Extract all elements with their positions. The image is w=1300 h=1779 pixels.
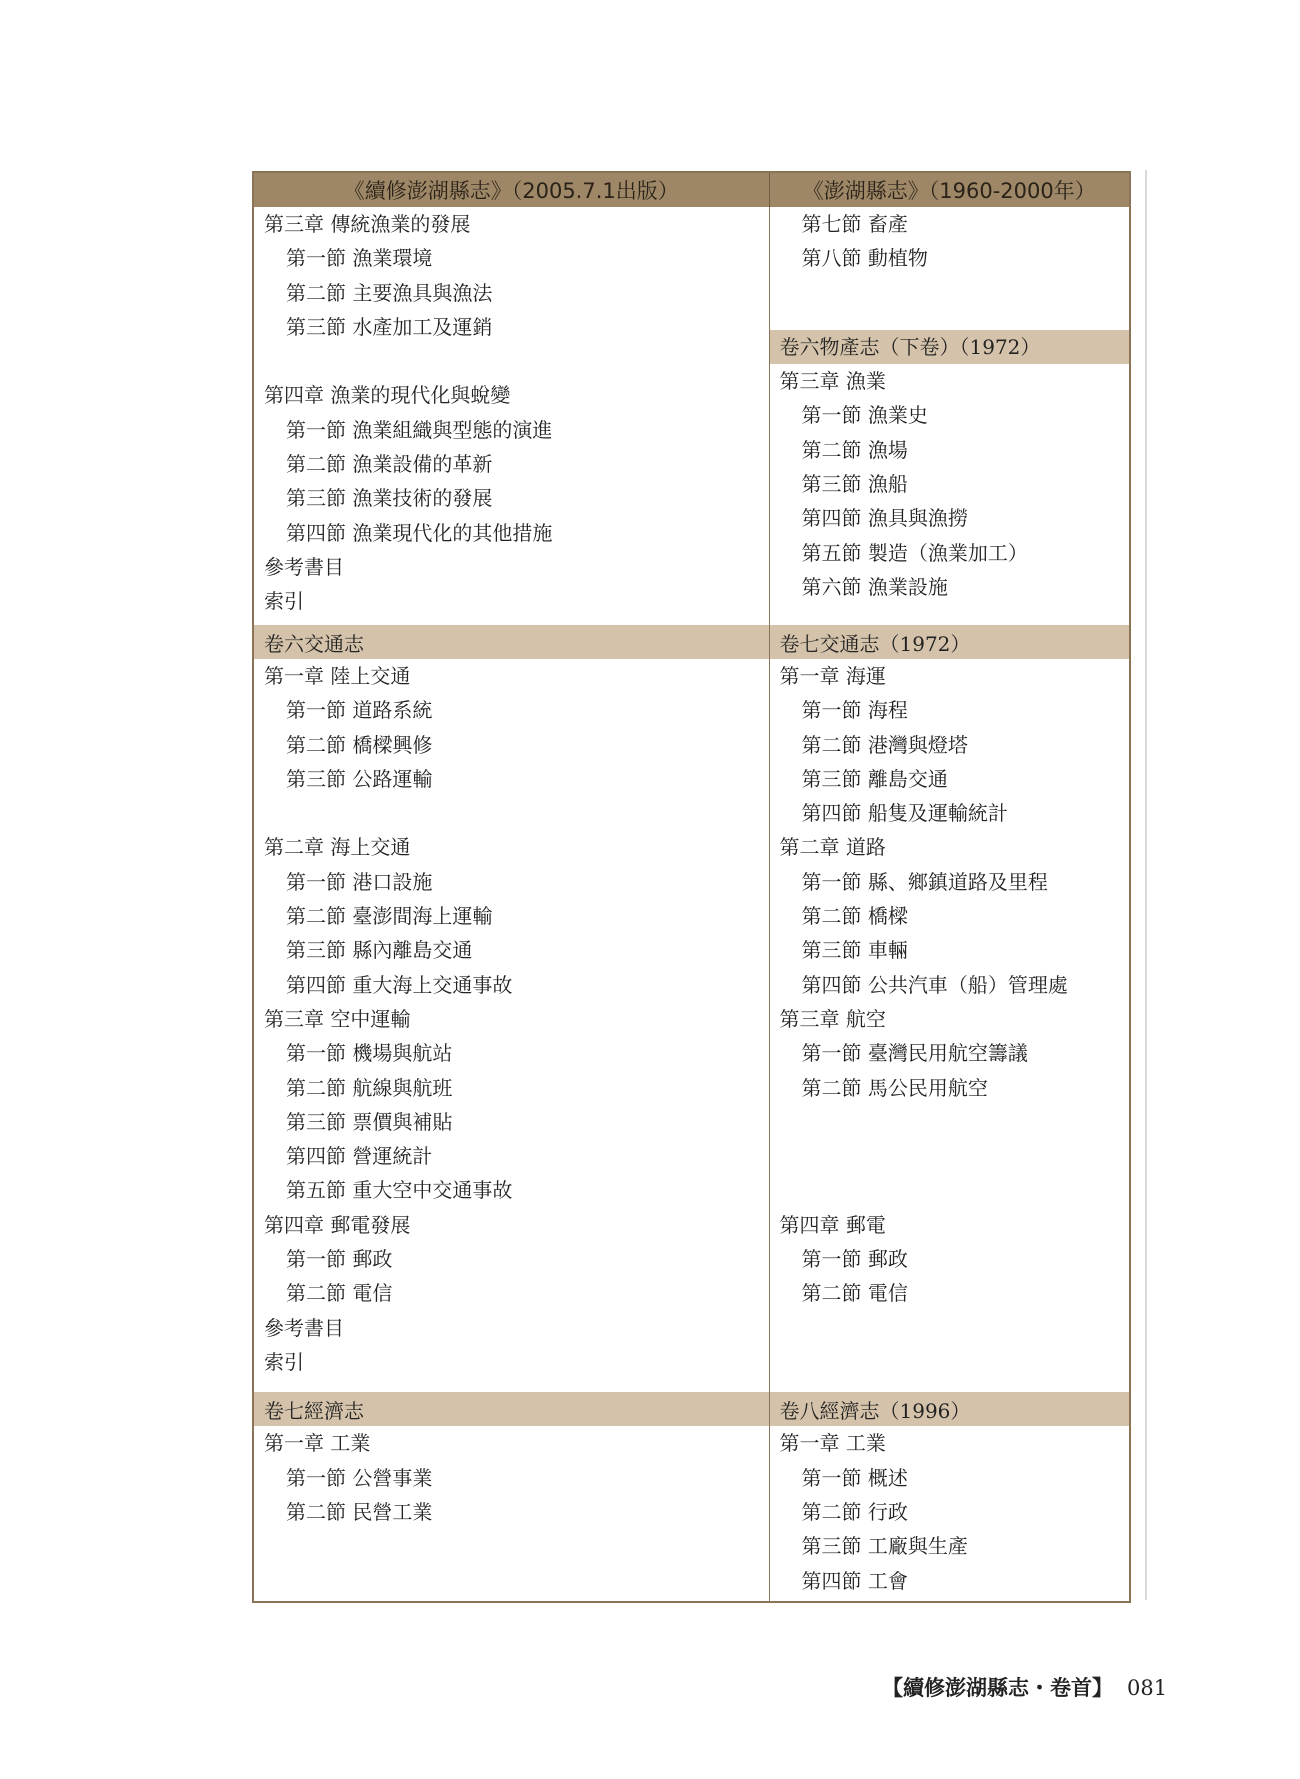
section-entry: 第二節 臺澎間海上運輸 xyxy=(286,904,493,929)
chapter-entry: 索引 xyxy=(264,1349,304,1374)
section-entry: 第一節 漁業史 xyxy=(801,403,928,428)
spacer xyxy=(254,796,769,830)
section-entry: 第一節 縣、鄉鎮道路及里程 xyxy=(801,869,1048,894)
section-entry: 第二節 漁業設備的革新 xyxy=(286,452,493,477)
section-entry: 第二節 民營工業 xyxy=(286,1499,433,1524)
section-entry: 第一節 漁業環境 xyxy=(286,246,433,271)
block3-left-cell xyxy=(253,1426,769,1602)
section-entry: 第五節 製造（漁業加工） xyxy=(801,540,1028,565)
section-entry: 第二節 電信 xyxy=(286,1281,393,1306)
block1-left-list xyxy=(254,207,769,619)
chapter-entry: 參考書目 xyxy=(264,1315,344,1340)
chapter-entry: 第三章 航空 xyxy=(779,1006,886,1031)
section-entry: 第四節 營運統計 xyxy=(286,1144,433,1169)
chapter-entry: 第三章 空中運輸 xyxy=(264,1006,411,1031)
chapter-entry: 第二章 海上交通 xyxy=(264,835,411,860)
section-entry: 第八節 動植物 xyxy=(801,246,928,271)
block1-row xyxy=(253,207,1130,625)
chapter-entry: 第一章 工業 xyxy=(264,1431,371,1456)
block2-left-cell xyxy=(253,659,769,1392)
section-entry: 第一節 臺灣民用航空籌議 xyxy=(801,1041,1028,1066)
section-entry: 第一節 公營事業 xyxy=(286,1465,433,1490)
block2-left-list xyxy=(254,659,769,1379)
spacer xyxy=(770,1173,1130,1207)
chapter-entry: 第四章 郵電 xyxy=(779,1212,886,1237)
chapter-entry: 第一章 陸上交通 xyxy=(264,664,411,688)
block2-right-header: 卷七交通志（1972） xyxy=(769,625,1130,659)
page-number: 081 xyxy=(1127,1676,1168,1700)
section-entry: 第一節 海程 xyxy=(801,698,908,723)
chapter-entry: 第二章 道路 xyxy=(779,835,886,860)
block2-row xyxy=(253,659,1130,1392)
section-entry: 第四節 漁具與漁撈 xyxy=(801,506,968,531)
chapter-entry: 第三章 傳統漁業的發展 xyxy=(264,212,471,236)
section-entry: 第二節 電信 xyxy=(801,1281,908,1306)
spacer xyxy=(254,344,769,378)
block2-left-header: 卷六交通志 xyxy=(253,625,769,659)
section-entry: 第四節 船隻及運輸統計 xyxy=(801,801,1008,826)
chapter-entry: 參考書目 xyxy=(264,554,344,579)
block3-right-list xyxy=(770,1426,1130,1597)
section-entry: 第三節 票價與補貼 xyxy=(286,1109,453,1134)
spacer xyxy=(770,1139,1130,1173)
block1-right-subheader: 卷六物產志（下卷）（1972） xyxy=(770,330,1130,364)
section-entry: 第三節 漁業技術的發展 xyxy=(286,486,493,511)
section-entry: 第三節 公路運輸 xyxy=(286,766,433,791)
chapter-entry: 索引 xyxy=(264,589,304,614)
header-left: 《續修澎湖縣志》（2005.7.1出版） xyxy=(253,172,769,207)
spacer xyxy=(770,1105,1130,1139)
section-entry: 第三節 漁船 xyxy=(801,472,908,497)
section-entry: 第一節 郵政 xyxy=(801,1247,908,1272)
section-entry: 第二節 橋樑 xyxy=(801,904,908,929)
section-entry: 第一節 漁業組織與型態的演進 xyxy=(286,417,553,442)
section-entry: 第四節 公共汽車（船）管理處 xyxy=(801,972,1068,997)
section-entry: 第一節 道路系統 xyxy=(286,698,433,723)
section-entry: 第四節 工會 xyxy=(801,1568,908,1593)
toc-comparison-table xyxy=(252,171,1131,1603)
block3-row xyxy=(253,1426,1130,1602)
section-entry: 第二節 港灣與燈塔 xyxy=(801,732,968,757)
block3-right-header: 卷八經濟志（1996） xyxy=(769,1392,1130,1426)
block2-right-list xyxy=(770,659,1130,1311)
block3-left-list xyxy=(254,1426,769,1529)
chapter-entry: 第四章 郵電發展 xyxy=(264,1212,411,1237)
footer-title: 【續修澎湖縣志・卷首】 xyxy=(882,1675,1113,1700)
chapter-entry: 第三章 漁業 xyxy=(779,369,886,394)
section-entry: 第二節 航線與航班 xyxy=(286,1075,453,1100)
section-entry: 第七節 畜產 xyxy=(801,212,908,236)
section-entry: 第二節 馬公民用航空 xyxy=(801,1075,988,1100)
block3-left-header: 卷七經濟志 xyxy=(253,1392,769,1426)
block1-right-top-list xyxy=(770,207,1130,344)
section-entry: 第三節 車輛 xyxy=(801,938,908,963)
section-entry: 第三節 縣內離島交通 xyxy=(286,938,473,963)
block2-header-row xyxy=(253,625,1130,659)
chapter-entry: 第四章 漁業的現代化與蛻變 xyxy=(264,383,511,408)
section-entry: 第一節 概述 xyxy=(801,1465,908,1490)
page-footer xyxy=(882,1672,1168,1702)
block1-left-cell xyxy=(253,207,769,625)
section-entry: 第五節 重大空中交通事故 xyxy=(286,1178,513,1203)
chapter-entry: 第一章 海運 xyxy=(779,664,886,688)
section-entry: 第四節 重大海上交通事故 xyxy=(286,972,513,997)
block3-header-row xyxy=(253,1392,1130,1426)
section-entry: 第三節 工廠與生產 xyxy=(801,1534,968,1559)
section-entry: 第一節 郵政 xyxy=(286,1247,393,1272)
section-entry: 第三節 離島交通 xyxy=(801,766,948,791)
section-entry: 第一節 機場與航站 xyxy=(286,1041,453,1066)
chapter-entry: 第一章 工業 xyxy=(779,1431,886,1456)
block3-right-cell xyxy=(769,1426,1130,1602)
section-entry: 第二節 橋樑興修 xyxy=(286,732,433,757)
spacer xyxy=(770,276,1130,310)
block1-right-cell xyxy=(769,207,1130,625)
section-entry: 第四節 漁業現代化的其他措施 xyxy=(286,520,553,545)
section-entry: 第三節 水產加工及運銷 xyxy=(286,314,493,339)
table-header-row xyxy=(253,172,1130,207)
section-entry: 第二節 行政 xyxy=(801,1499,908,1524)
page-margin-rule xyxy=(1145,170,1147,1600)
section-entry: 第二節 主要漁具與漁法 xyxy=(286,280,493,305)
section-entry: 第一節 港口設施 xyxy=(286,869,433,894)
block1-right-bottom-list xyxy=(770,364,1130,604)
block2-right-cell xyxy=(769,659,1130,1392)
section-entry: 第二節 漁場 xyxy=(801,437,908,462)
header-right: 《澎湖縣志》（1960-2000年） xyxy=(769,172,1130,207)
section-entry: 第六節 漁業設施 xyxy=(801,574,948,599)
